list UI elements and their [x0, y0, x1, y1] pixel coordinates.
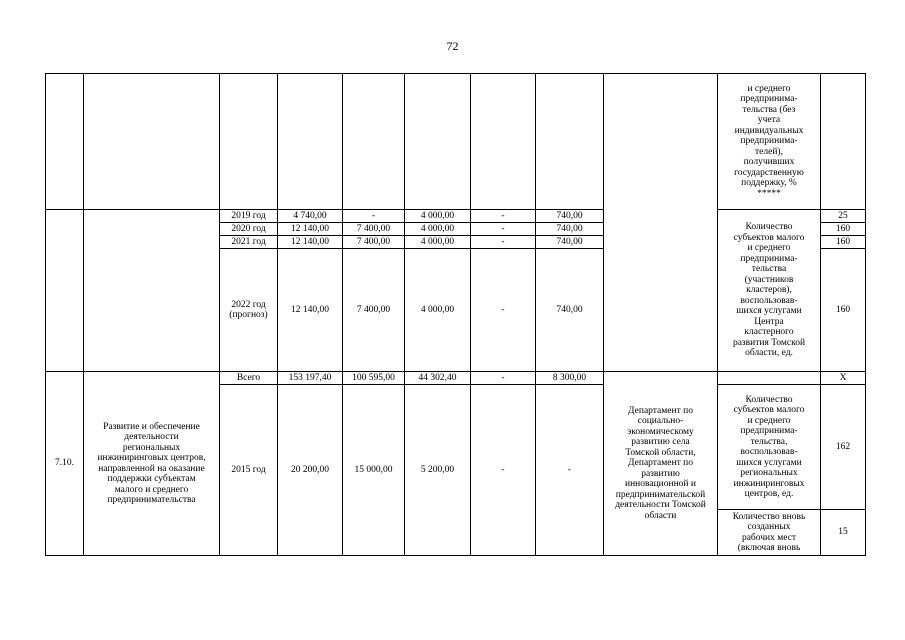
total-cell: 153 197,40 — [278, 372, 343, 385]
cell-name — [84, 74, 220, 210]
local-cell: - — [471, 249, 536, 372]
indicator-top: и среднего предпринима- тельства (без учета индивидуальных предпринима- телей), получивших государственную поддержку, % ***** — [718, 74, 821, 210]
indicator-jobs: Количество вновь созданных рабочих мест (включая вновь — [718, 510, 821, 556]
local-cell: - — [471, 385, 536, 556]
cell-name-empty — [84, 210, 220, 372]
item-number: 7.10. — [46, 372, 84, 556]
target-cell: 160 — [821, 223, 866, 236]
regional-cell: 4 000,00 — [405, 210, 471, 223]
local-cell: - — [471, 223, 536, 236]
cell-local — [471, 74, 536, 210]
total-cell: 4 740,00 — [278, 210, 343, 223]
continuation-row — [46, 74, 866, 210]
total-cell: 20 200,00 — [278, 385, 343, 556]
cell-total — [278, 74, 343, 210]
year-cell: 2019 год — [220, 210, 278, 223]
cell-year — [220, 74, 278, 210]
item-name: Развитие и обеспечение деятельности региональных инжиниринговых центров, направленной на оказание поддержки субъектам малого и среднего предпринимательства — [84, 372, 220, 556]
row-7-10-total — [46, 372, 866, 385]
program-table — [45, 73, 866, 556]
local-cell: - — [471, 236, 536, 249]
target-cell: 162 — [821, 385, 866, 510]
regional-cell: 4 000,00 — [405, 223, 471, 236]
local-cell: - — [471, 372, 536, 385]
extra-cell: - — [536, 385, 604, 556]
total-cell: 12 140,00 — [278, 236, 343, 249]
extra-cell: 740,00 — [536, 249, 604, 372]
year-cell: 2020 год — [220, 223, 278, 236]
regional-cell: 44 302,40 — [405, 372, 471, 385]
federal-cell: 7 400,00 — [343, 223, 405, 236]
indicator-empty — [718, 372, 821, 385]
cell-federal — [343, 74, 405, 210]
target-cell: 160 — [821, 236, 866, 249]
indicator-engineering: Количество субъектов малого и среднего предпринима- тельства, воспользовав- шихся услугами региональных инжиниринговых центров, ед. — [718, 385, 821, 510]
regional-cell: 5 200,00 — [405, 385, 471, 556]
year-cell: Всего — [220, 372, 278, 385]
federal-cell: 100 595,00 — [343, 372, 405, 385]
cell-number-empty — [46, 210, 84, 372]
page-number: 72 — [446, 39, 459, 53]
federal-cell: - — [343, 210, 405, 223]
target-cell: 160 — [821, 249, 866, 372]
year-cell: 2015 год — [220, 385, 278, 556]
federal-cell: 7 400,00 — [343, 236, 405, 249]
target-cell: X — [821, 372, 866, 385]
total-cell: 12 140,00 — [278, 249, 343, 372]
regional-cell: 4 000,00 — [405, 249, 471, 372]
cell-regional — [405, 74, 471, 210]
cell-target — [821, 74, 866, 210]
cell-department — [604, 74, 718, 372]
cell-number — [46, 74, 84, 210]
federal-cell: 7 400,00 — [343, 249, 405, 372]
extra-cell: 740,00 — [536, 210, 604, 223]
extra-cell: 740,00 — [536, 236, 604, 249]
year-cell: 2022 год (прогноз) — [220, 249, 278, 372]
local-cell: - — [471, 210, 536, 223]
row-2019 — [46, 210, 866, 223]
target-cell: 25 — [821, 210, 866, 223]
extra-cell: 8 300,00 — [536, 372, 604, 385]
regional-cell: 4 000,00 — [405, 236, 471, 249]
extra-cell: 740,00 — [536, 223, 604, 236]
target-cell: 15 — [821, 510, 866, 556]
indicator-cluster: Количество субъектов малого и среднего предпринима- тельства (участников кластеров), воспользовав- шихся услугами Центра кластерного развития Томской области, ед. — [718, 210, 821, 372]
total-cell: 12 140,00 — [278, 223, 343, 236]
cell-extra — [536, 74, 604, 210]
federal-cell: 15 000,00 — [343, 385, 405, 556]
year-cell: 2021 год — [220, 236, 278, 249]
responsible-department: Департамент по социально- экономическому развитию села Томской области, Департамент по развитию инновационной и предпринимательской деятельности Томской области — [604, 372, 718, 556]
